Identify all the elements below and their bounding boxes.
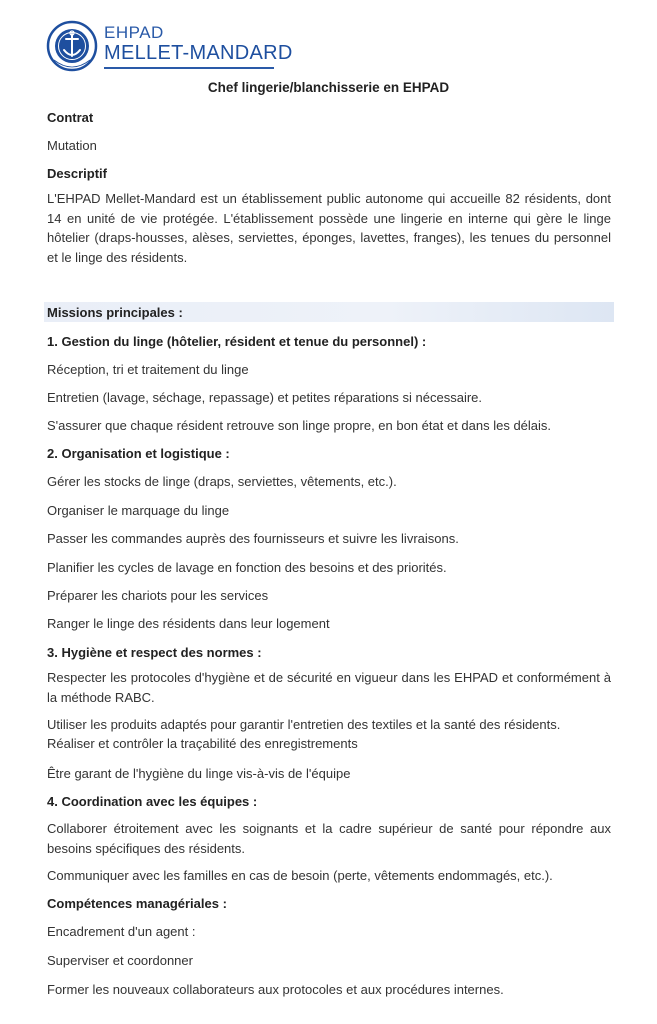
contrat-value: Mutation [47,138,97,153]
section1-item: S'assurer que chaque résident retrouve son linge propre, en bon état et dans les délais. [47,418,552,433]
competences-item: Superviser et coordonner [47,953,193,968]
section2-item: Préparer les chariots pour les services [47,588,269,603]
logo-line2: MELLET-MANDARD [104,42,293,64]
section3-item: Être garant de l'hygiène du linge vis-à-vis de l'équipe [47,766,351,781]
section2-item: Organiser le marquage du linge [47,503,230,518]
section1-item: Entretien (lavage, séchage, repassage) et petites réparations si nécessaire. [47,390,483,405]
section2-item: Ranger le linge des résidents dans leur logement [47,616,330,631]
section3-heading: 3. Hygiène et respect des normes : [47,645,262,660]
section1-heading: 1. Gestion du linge (hôtelier, résident et tenue du personnel) : [47,334,427,349]
section2-item: Passer les commandes auprès des fournisseurs et suivre les livraisons. [47,531,459,546]
logo-underline [104,67,274,69]
section2-item: Planifier les cycles de lavage en fonction des besoins et des priorités. [47,560,447,575]
page-title: Chef lingerie/blanchisserie en EHPAD [207,80,450,95]
section4-item: Collaborer étroitement avec les soignants et la cadre supérieur de santé pour répondre aux besoins spécifiques des résidents. [47,821,611,856]
section3-item: Respecter les protocoles d'hygiène et de sécurité en vigueur dans les EHPAD et conformément à la méthode RABC. [47,670,611,705]
section3-item: Réaliser et contrôler la traçabilité des enregistrements [47,736,358,751]
section3-item: Utiliser les produits adaptés pour garantir l'entretien des textiles et la santé des résidents. [47,717,561,732]
section2-heading: 2. Organisation et logistique : [47,446,230,461]
section4-item: Communiquer avec les familles en cas de besoin (perte, vêtements endommagés, etc.). [47,868,553,883]
logo [46,20,293,72]
descriptif-heading: Descriptif [47,166,107,181]
descriptif-text: L'EHPAD Mellet-Mandard est un établissement public autonome qui accueille 82 résidents, dont 14 en unité de vie protégée. L'établissement possède une lingerie en interne qui gère le linge hôtelier (draps-housses, alèses, serviettes, éponges, lavettes, franges), les tenues du personnel et le linge des résidents. [47,191,611,265]
competences-item: Encadrement d'un agent : [47,924,196,939]
competences-heading: Compétences managériales : [47,896,227,911]
section4-heading: 4. Coordination avec les équipes : [47,794,258,809]
logo-line1: EHPAD [104,23,164,42]
contrat-heading: Contrat [47,110,94,125]
seal-icon [46,20,98,72]
section1-item: Réception, tri et traitement du linge [47,362,249,377]
competences-item: Former les nouveaux collaborateurs aux protocoles et aux procédures internes. [47,982,504,997]
section2-item: Gérer les stocks de linge (draps, serviettes, vêtements, etc.). [47,474,397,489]
missions-heading: Missions principales : [47,305,183,320]
